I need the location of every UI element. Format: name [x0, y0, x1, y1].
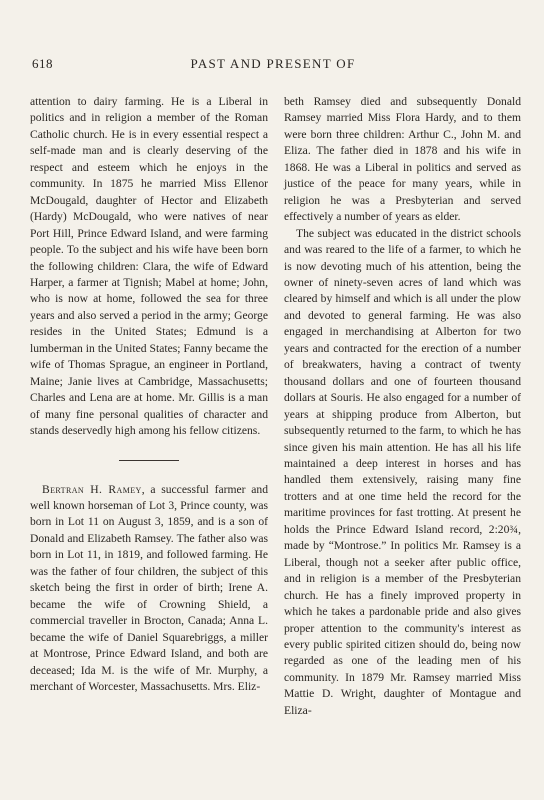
page-header [32, 56, 514, 76]
running-title: PAST AND PRESENT OF [190, 56, 356, 71]
section-divider [119, 460, 179, 461]
left-column [30, 94, 268, 695]
paragraph-ramsey-career: The subject was educated in the district schools and was reared to the life of a farmer, to which he is now devoting much of his attention, being the owner of ninety-seven acres of land which was cleared by himself and which is all under the plow and devoted to general farming. He was also engaged in merchandising at Alberton for two years and contracted for the erection of a number of breakwaters, having a contract of twenty thousand dollars and one of fourteen thousand dollars at Souris. He also engaged for a number of years at shipping produce from Alberton, but subsequently returned to the farm, to which he has since given his main attention. He has all his life maintained a deep interest in horses and has handled them extensively, raising many fine trotters and at one time held the record for the maritime provinces for fast trotting. At present he holds the Prince Edward Island record, 2:20¾, made by “Montrose.” In politics Mr. Ramsey is a Liberal, though not a seeker after public office, and in religion is a member of the Presbyterian church. He has a finely improved property in which he takes a pardonable pride and also gives proper attention to the community's interest as every public spirited citizen should do, being now regarded as one of the leading men of his community. In 1879 Mr. Ramsey married Miss Mattie D. Wright, daughter of Montague and Eliza- [284, 226, 521, 717]
page-number: 618 [32, 56, 53, 71]
paragraph-gillis-continued: attention to dairy farming. He is a Liberal in politics and in religion a member of the Roman Catholic church. He is in every essential respect a self-made man and is clearly deserving of the respect and esteem which he enjoys in the community. In 1875 he married Miss Ellenor McDougald, daughter of Hector and Elizabeth (Hardy) McDougald, who were natives of near Port Hill, Prince Edward Island, and were farming people. To the subject and his wife have been born the following children: Clara, the wife of Edward Harper, a farmer at Tignish; Mabel at home; John, who is now at home, followed the sea for three years and also served a period in the army; George resides in the United States; Edmund is a lumberman in the United States; Fanny became the wife of Thomas Sprague, an engineer in Portland, Maine; Janie lives at Cambridge, Massachusetts; Charles and Lena are at home. Mr. Gillis is a man of many fine personal qualities of character and stands deservedly high among his fellow citizens. [30, 95, 268, 438]
paragraph-ramsey-intro [30, 482, 268, 696]
paragraph-ramsey-family: beth Ramsey died and subsequently Donald Ramsey married Miss Flora Hardy, and to them were born three children: Arthur C., John M. and Eliza. The father died in 1878 and his wife in 1868. He was a Liberal in politics and served as justice of the peace for many years, while in religion he was a Presbyterian and served effectively a number of years as elder. [284, 95, 521, 224]
paragraph-ramsey-intro-text: , a successful farmer and well known horseman of Lot 3, Prince county, was born in Lot 11 on August 3, 1859, and is a son of Donald and Elizabeth Ramsey. The father also was born in Lot 11, in 1819, and followed farming. He was the father of four children, the subject of this sketch being the first in order of birth; Irene A. became the wife of Crowning Shield, a commercial traveller in Brocton, Canada; Anna L. became the wife of Daniel Squarebriggs, a miller at Montrose, Prince Edward Island, and both are deceased; Ida M. is the wife of Mr. Murphy, a merchant of Worcester, Massachusetts. Mrs. Eliz- [30, 482, 268, 693]
subject-name: Bertran H. Ramey [42, 482, 142, 496]
right-column [284, 94, 521, 719]
